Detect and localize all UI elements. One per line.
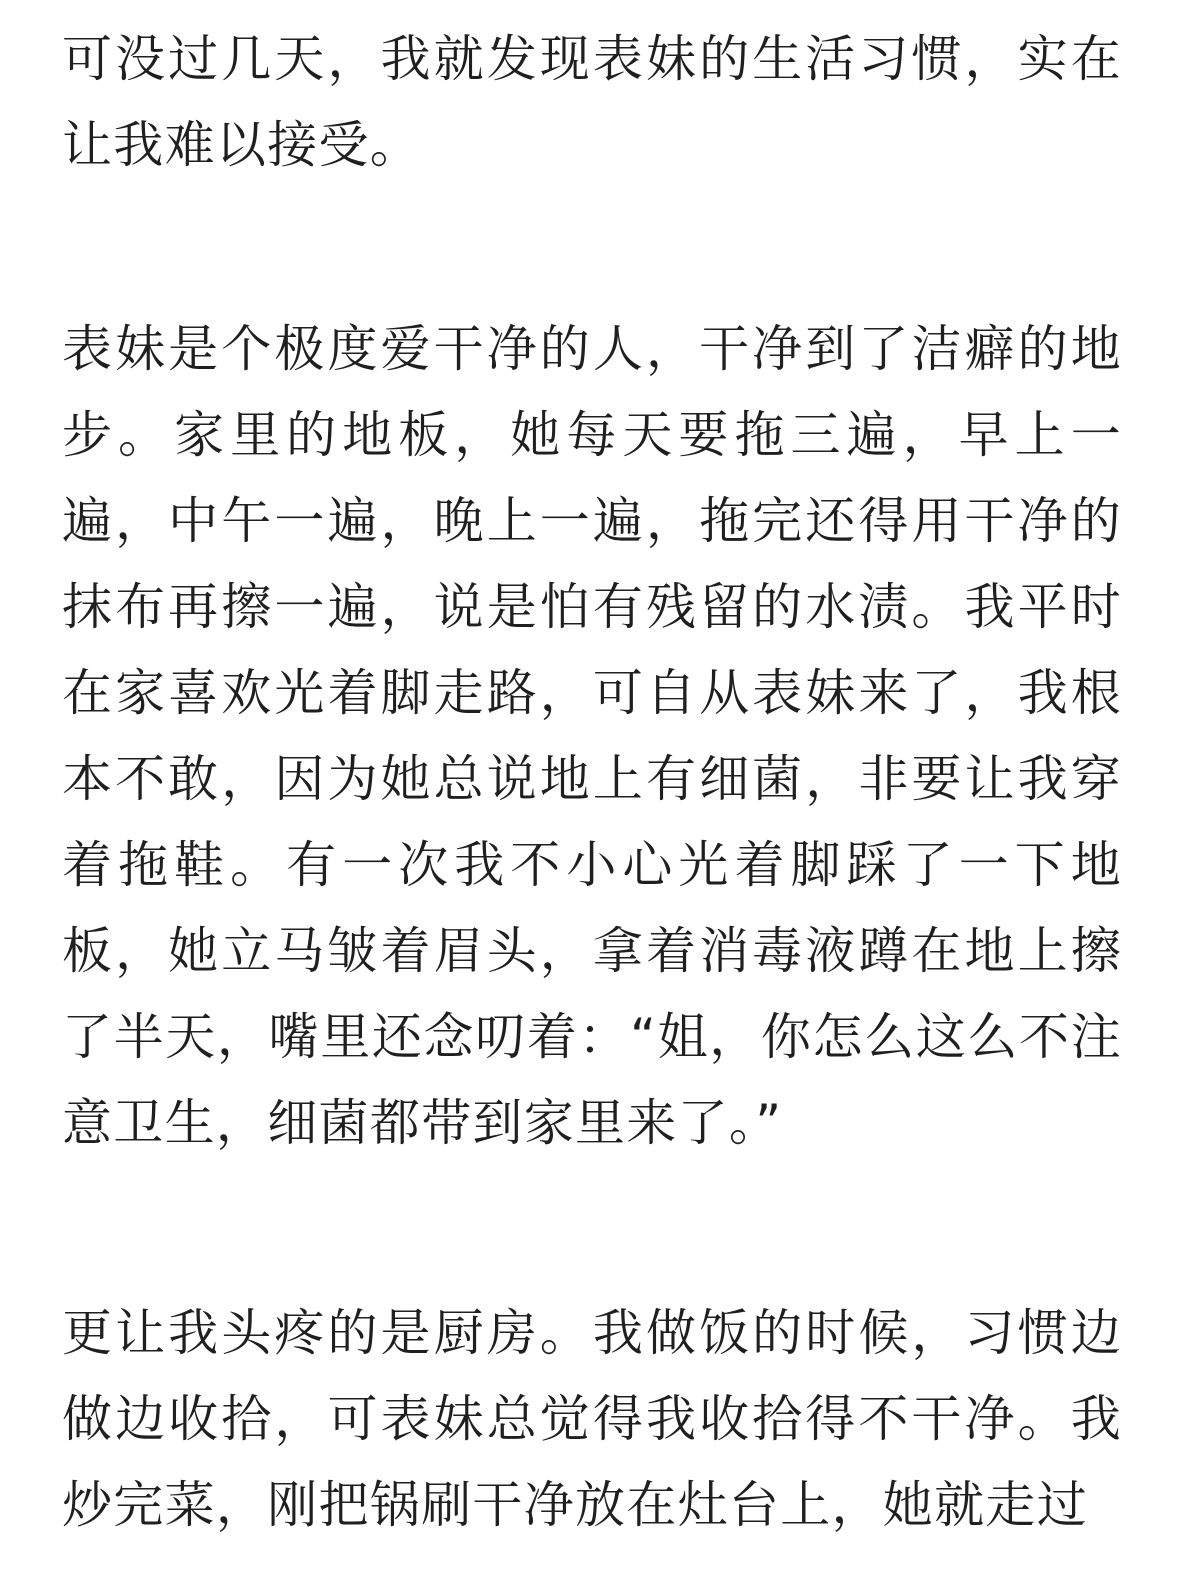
paragraph-1: 可没过几天，我就发现表妹的生活习惯，实在让我难以接受。	[62, 30, 1122, 174]
paragraph-2: 表妹是个极度爱干净的人，干净到了洁癖的地步。家里的地板，她每天要拖三遍，早上一遍，中午一遍，晚上一遍，拖完还得用干净的抹布再擦一遍，说是怕有残留的水渍。我平时在家喜欢光着脚走路，可自从表妹来了，我根本不敢，因为她总说地上有细菌，非要让我穿着拖鞋。有一次我不小心光着脚踩了一下地板，她立马皱着眉头，拿着消毒液蹲在地上擦了半天，嘴里还念叨着：“姐，你怎么这么不注意卫生，细菌都带到家里来了。”	[62, 320, 1122, 1152]
paragraph-3: 更让我头疼的是厨房。我做饭的时候，习惯边做边收拾，可表妹总觉得我收拾得不干净。我炒完菜，刚把锅刷干净放在灶台上，她就走过	[62, 1304, 1122, 1534]
